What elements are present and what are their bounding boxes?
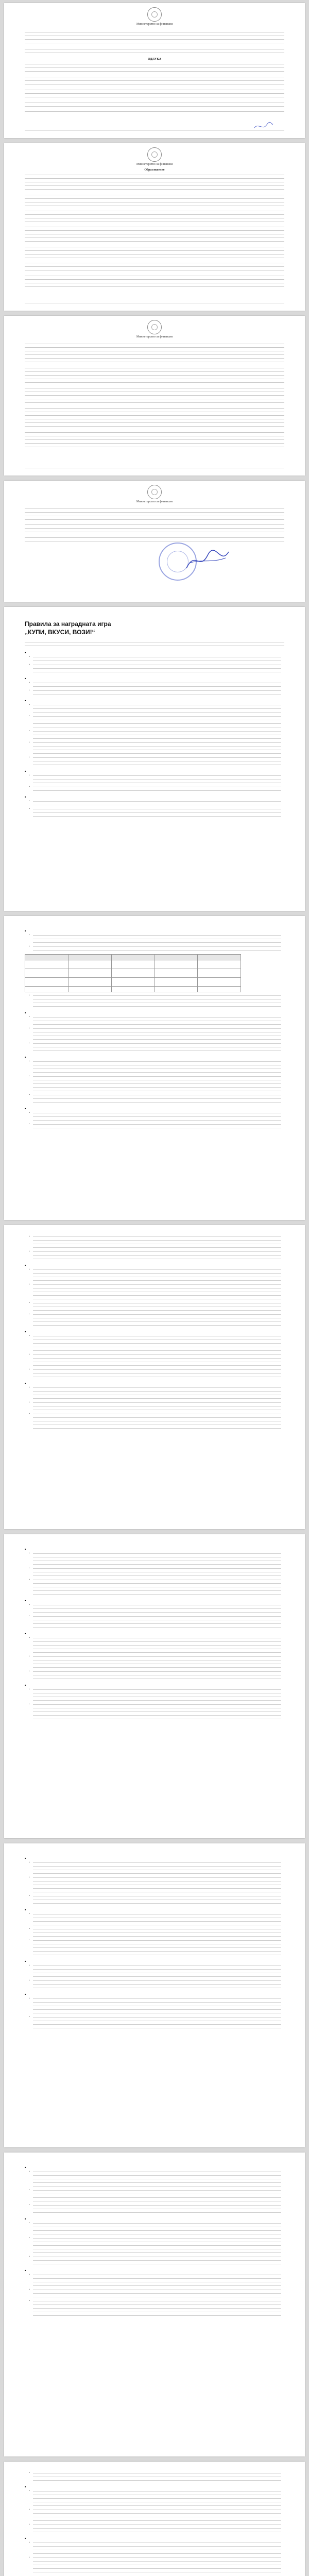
body-paragraph <box>25 536 284 544</box>
section-heading <box>25 699 284 702</box>
rules-page-2 <box>4 916 305 1220</box>
body-paragraph <box>25 226 284 244</box>
bullet-item <box>33 1075 281 1093</box>
bullet-item <box>33 2171 281 2188</box>
bullet-item <box>33 2189 281 2203</box>
bullet-item <box>33 2556 281 2574</box>
body-paragraph <box>25 387 284 405</box>
bullet-item <box>33 786 281 792</box>
bullet-item <box>33 1302 281 1312</box>
rules-page-5 <box>4 1843 305 2147</box>
bullet-item <box>33 1939 281 1957</box>
section-heading <box>25 677 284 680</box>
bullet-item <box>33 1604 281 1614</box>
body-paragraph <box>25 48 284 55</box>
bullet-item <box>33 1876 281 1894</box>
intro-paragraph <box>25 641 284 648</box>
bullet-item <box>33 1353 281 1367</box>
ministry-name: Министерство за финансии <box>136 335 173 338</box>
bullet-item <box>33 1027 281 1041</box>
body-paragraph <box>25 210 284 224</box>
bullet-item <box>33 2204 281 2214</box>
bullet-item <box>33 2274 281 2287</box>
bullet-item <box>33 800 281 807</box>
bullet-item <box>33 1964 281 1978</box>
bullet-item <box>33 1368 281 1379</box>
section-heading <box>25 1960 284 1963</box>
handwritten-signature <box>184 548 231 573</box>
table-header-row <box>25 955 241 960</box>
body-paragraph <box>25 407 284 430</box>
bullet-item <box>33 715 281 729</box>
bullet-item <box>33 1235 281 1249</box>
body-paragraph <box>25 101 284 109</box>
section-heading <box>25 1264 284 1267</box>
section-heading <box>25 929 284 933</box>
body-paragraph <box>25 174 284 192</box>
document-page-4 <box>4 481 305 602</box>
bullet-item <box>33 1703 281 1721</box>
coat-of-arms-icon <box>147 7 162 22</box>
table-row <box>25 969 241 978</box>
bullet-item <box>33 1283 281 1301</box>
section-heading <box>25 1599 284 1602</box>
bullet-item <box>33 994 281 1008</box>
bullet-item <box>33 1552 281 1566</box>
document-page-3 <box>4 316 305 476</box>
bullet-item <box>33 1637 281 1654</box>
rules-page-6 <box>4 2153 305 2456</box>
table-row <box>25 978 241 987</box>
table-row <box>25 987 241 992</box>
section-heading <box>25 1330 284 1333</box>
section-heading <box>25 1908 284 1911</box>
bullet-item <box>33 756 281 767</box>
bullet-item <box>33 1386 281 1400</box>
bullet-item <box>33 1567 281 1578</box>
rules-title: Правила за наградната игра <box>25 620 111 628</box>
bullet-item <box>33 1268 281 1282</box>
rules-page-7 <box>4 2462 305 2576</box>
section-heading <box>25 2217 284 2221</box>
rules-subtitle: „КУПИ, ВКУСИ, ВОЗИ!“ <box>25 629 95 636</box>
bullet-item <box>33 2523 281 2534</box>
body-paragraph <box>25 194 284 208</box>
bullet-item <box>33 2509 281 2522</box>
bullet-item <box>33 2289 281 2299</box>
footer-rule <box>25 130 284 131</box>
section-heading <box>25 1993 284 1996</box>
bullet-item <box>33 1313 281 1327</box>
bullet-item <box>33 1688 281 1702</box>
section-heading <box>25 2537 284 2540</box>
bullet-item <box>33 2300 281 2317</box>
bullet-item <box>33 945 281 952</box>
body-paragraph <box>25 275 284 289</box>
bullet-item <box>33 2222 281 2236</box>
bullet-item <box>33 1655 281 1669</box>
section-heading <box>25 795 284 799</box>
body-paragraph <box>25 246 284 260</box>
bullet-item <box>33 1670 281 1681</box>
body-paragraph <box>25 110 284 114</box>
rules-page-1 <box>4 607 305 911</box>
bullet-item <box>33 664 281 674</box>
bullet-item <box>33 1579 281 1596</box>
body-paragraph <box>25 262 284 273</box>
rules-page-3 <box>4 1225 305 1529</box>
bullet-item <box>33 1042 281 1053</box>
coat-of-arms-icon <box>147 485 162 499</box>
bullet-item <box>33 1928 281 1938</box>
body-paragraph <box>25 76 284 87</box>
bullet-item <box>33 689 281 696</box>
bullet-item <box>33 1413 281 1430</box>
bullet-item <box>33 2237 281 2255</box>
bullet-item <box>33 1979 281 1990</box>
ministry-name: Министерство за финансии <box>136 23 173 26</box>
section-heading <box>25 2485 284 2488</box>
coat-of-arms-icon <box>147 320 162 334</box>
section-heading <box>25 1684 284 1687</box>
bullet-item <box>33 1094 281 1104</box>
bullet-item <box>33 1615 281 1629</box>
bullet-item <box>33 1016 281 1026</box>
coat-of-arms-icon <box>147 147 162 162</box>
body-paragraph <box>25 507 284 522</box>
rules-page-4 <box>4 1534 305 1838</box>
section-heading <box>25 1632 284 1635</box>
bullet-item <box>33 1895 281 1905</box>
section-heading <box>25 770 284 773</box>
section-heading <box>25 1011 284 1014</box>
bullet-item <box>33 808 281 818</box>
bullet-item <box>33 774 281 785</box>
body-paragraph <box>25 367 284 385</box>
bullet-item <box>33 1123 281 1130</box>
section-heading <box>25 1107 284 1110</box>
body-paragraph <box>25 523 284 535</box>
section-heading <box>25 1857 284 1860</box>
body-paragraph <box>25 343 284 365</box>
bullet-item <box>33 2256 281 2266</box>
reasoning-heading: Образложение <box>144 168 165 172</box>
bullet-item <box>33 2472 281 2482</box>
section-heading <box>25 1056 284 1059</box>
bullet-item <box>33 1335 281 1352</box>
bullet-item <box>33 2016 281 2030</box>
bullet-item <box>33 1401 281 1412</box>
bullet-item <box>33 741 281 755</box>
document-page-1 <box>4 3 305 138</box>
decision-heading: ОДЛУКА <box>147 58 162 61</box>
bullet-item <box>33 2490 281 2507</box>
bullet-item <box>33 2541 281 2555</box>
handwritten-signature <box>253 122 274 130</box>
prize-table <box>25 954 241 992</box>
section-heading <box>25 2166 284 2169</box>
body-paragraph <box>25 63 284 74</box>
section-heading <box>25 2269 284 2272</box>
bullet-item <box>33 730 281 740</box>
document-page-2 <box>4 143 305 311</box>
bullet-item <box>33 1913 281 1927</box>
bullet-item <box>33 682 281 688</box>
table-row <box>25 960 241 969</box>
bullet-item <box>33 1060 281 1074</box>
bullet-item <box>33 1250 281 1261</box>
bullet-item <box>33 1112 281 1122</box>
bullet-item <box>33 1861 281 1875</box>
body-paragraph <box>25 431 284 450</box>
section-heading <box>25 651 284 654</box>
body-paragraph <box>25 31 284 46</box>
bullet-item <box>33 934 281 944</box>
ministry-name: Министерство за финансии <box>136 163 173 166</box>
bullet-item <box>33 656 281 663</box>
bullet-item <box>33 1997 281 2015</box>
bullet-item <box>33 704 281 714</box>
section-heading <box>25 1382 284 1385</box>
section-heading <box>25 1548 284 1551</box>
body-paragraph <box>25 89 284 100</box>
ministry-name: Министерство за финансии <box>136 500 173 503</box>
